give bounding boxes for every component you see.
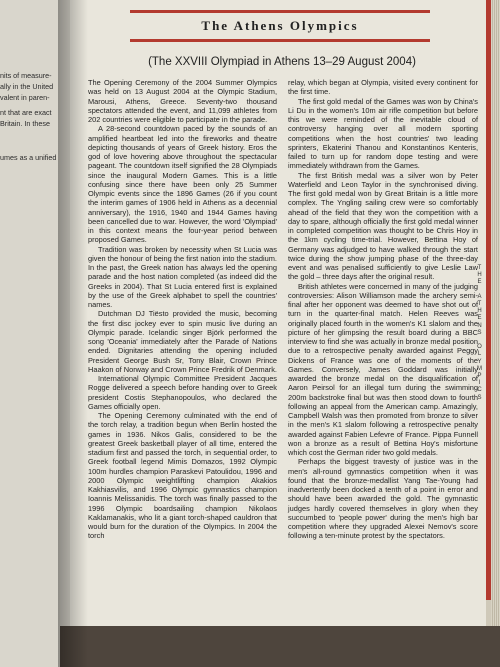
side-letter: A <box>477 293 482 300</box>
side-letter: S <box>477 394 482 401</box>
side-letter <box>479 337 481 344</box>
paragraph: The first British medal was a silver won by Peter Waterfield and Leon Taylor in the synchronised diving. The first gold medal won by Great Britain is a little more complex. The Yngling sailing crew were so comfortably ahead of the field that they won the competition with a day to spare, although officially the first gold medal winner in completed competition was thought to be Chris Hoy in the 1km cycling time-trial. However, Bettina Hoy of Germany was adjudged to have walked through the start twice during the show jumping phase of the three-day event and was penalised sufficiently to give Leslie Law the gold – three days after the original result. <box>288 170 478 282</box>
text-column-left <box>88 78 277 541</box>
left-page-text: nt that are exact <box>0 108 52 117</box>
page-edge-lines <box>491 0 500 667</box>
side-letter: M <box>477 365 482 372</box>
side-letter: H <box>477 272 482 279</box>
text-column-right <box>288 78 478 541</box>
side-letter: T <box>477 301 482 308</box>
paragraph: The Opening Ceremony culminated with the end of the torch relay, a tradition begun when Berlin hosted the games in 1936. Nikos Galis, considered to be the greatest Greek basketball player of all time, entered the stadium first and passed the torch, in sequential order, to Greek football legend Mimis Domazos, 1992 Olympic 100m hurdles champion Paraskevi Patoulidou, 1996 and 2000 Olympic weightlifting champion Akakios Kakhiasvilis, and 1996 Olympic gymnastics champion Ioannis Melissanidis. The torch was finally passed to the 1996 Olympic boardsailing champion Nikolaos Kaklamanakis, who lit a giant torch-shaped cauldron that would burn for the duration of the Olympics. In 2004 the torch <box>88 411 277 541</box>
side-letter: P <box>477 373 482 380</box>
left-page-text: Britain. In these <box>0 119 50 128</box>
background-surface <box>60 626 500 667</box>
side-letter: H <box>477 308 482 315</box>
page-edge <box>486 0 500 667</box>
paragraph: British athletes were concerned in many of the judging controversies: Alison Williamson made the archery semi-final after her opponent was deemed to have shot out of turn in the quarter-final match. Helen Reeves was originally placed fourth in the women's K1 slalom and the picture of her glimpsing the result board during a BBC interview to find she was actually in bronze medal position due to a retrospective penalty awarded against Peggy Dickens of France was one of the moments of the Games. Conversely, James Goddard was initially awarded the bronze medal on the disqualification of Aaron Peirsol for an illegal turn during the swimming 200m backstroke final but was then stood down to fourth following an appeal from the American camp. Amazingly, Campbell Walsh was then promoted from bronze to silver in the men's K1 slalom following a retrospective penalty awarded against Fabien Lefevre of France. Pippa Funnell won a bronze as a result of Bettina Hoy's misfortune which cost the German rider two gold medals. <box>288 281 478 457</box>
paragraph: Tradition was broken by necessity when St Lucia was given the honour of being the first nation into the stadium. In the past, the Greek nation has always led the opening parade and the host nation completed (as indeed did the Greeks in 2004). That St Lucia entered first is explained by the use of the Greek alphabet to spell the countries' names. <box>88 244 277 309</box>
side-letter: L <box>477 351 482 358</box>
paragraph: Perhaps the biggest travesty of justice was in the men's all-round gymnastics competition when it was found that the bronze-medallist Yang Tae-Young had inadvertently been docked a tenth of a point in error and should have been awarded the gold. The gymnastic judges hardly covered themselves in glory when they succumbed to 'people power' during the men's high bar competition where they upgraded Alexei Nemov's score following a ten-minute protest by the spectators. <box>288 457 478 541</box>
header-rule-top <box>130 10 430 13</box>
paragraph: International Olympic Committee President Jacques Rogge delivered a speech before handing over to Greek president Costis Stephanopoulos, who declared the Games officially open. <box>88 374 277 411</box>
side-letter <box>479 287 481 294</box>
side-letter: C <box>477 387 482 394</box>
paragraph: relay, which began at Olympia, visited every continent for the first time. <box>288 78 478 97</box>
side-letter: N <box>477 322 482 329</box>
paragraph: A 28-second countdown paced by the sounds of an amplified heartbeat led into the fireworks and theatre depicting thousands of years of Greek history. Eros the god of love hovering above throughout the spectacular pageant. The countdown itself signified the 28 Olympiads since the inaugural Modern Games. This is a little confusing since there have been only 25 Summer Olympic events since the 1896 Games (26 if you count the interim games of 1906 held in Athens as a decennial anniversary), the 1916, 1940 and 1944 Games having been cancelled due to war. However, the word 'Olympiad' in this context means the four-year period between proposed Games. <box>88 124 277 245</box>
side-letter: Y <box>477 358 482 365</box>
left-page-text: ally in the United <box>0 82 54 91</box>
chapter-header <box>130 10 430 44</box>
left-page-text: nits of measure- <box>0 71 52 80</box>
side-letter: I <box>478 380 481 387</box>
left-page-text: valent in paren- <box>0 93 50 102</box>
left-page-text: umes as a unified <box>0 153 57 162</box>
side-letter: E <box>477 315 482 322</box>
side-letter: E <box>477 279 482 286</box>
paragraph: The first gold medal of the Games was won by China's Li Du in the women's 10m air rifle competition but before this we were reminded of the inevitable cloud of controversy hanging over all modern sporting competitions when the host countries' two leading sprinters, Ekaterini Thanou and Konstantinos Kenteris, failed to turn up for random dope testing and were immediately withdrawn from the Games. <box>288 96 478 171</box>
chapter-subtitle: (The XXVIII Olympiad in Athens 13–29 August 2004) <box>148 56 416 68</box>
side-letter: O <box>477 344 482 351</box>
left-page <box>0 0 72 667</box>
side-letter: S <box>477 329 482 336</box>
side-letter: T <box>477 265 482 271</box>
chapter-title: The Athens Olympics <box>201 18 359 33</box>
side-running-title <box>475 265 484 402</box>
paragraph: The Opening Ceremony of the 2004 Summer Olympics was held on 13 August 2004 at the Olympic Stadium, Marousi, Athens, Greece. Seventy-two thousand spectators attended the event, and 11,099 athletes from 202 countries were eligible to participate in the parade. <box>88 78 277 124</box>
header-rule-bottom <box>130 39 430 42</box>
paragraph: Dutchman DJ Tiësto provided the music, becoming the first disc jockey ever to spin music live during an Olympic parade. Icelandic singer Björk performed the song 'Oceania' immediately after the Parade of Nations ended. Dignitaries attending the opening included President George Bush Sr, Tony Blair, Crown Prince Haakon of Norway and Crown Prince Fredrik of Denmark. <box>88 309 277 374</box>
